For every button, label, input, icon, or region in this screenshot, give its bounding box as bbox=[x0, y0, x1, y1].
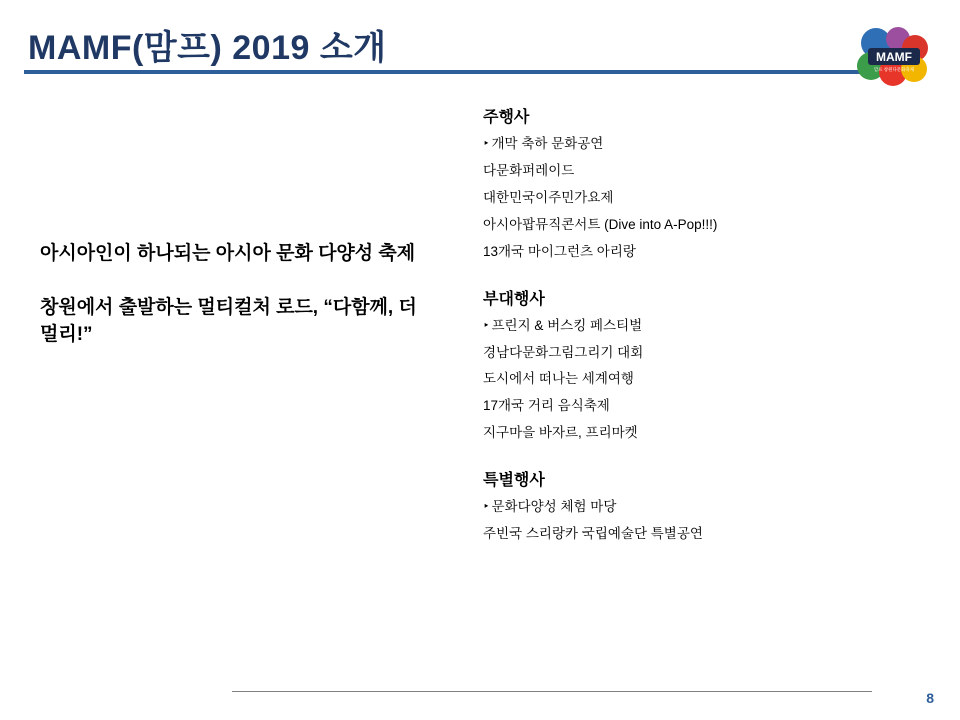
list-item-label: 대한민국이주민가요제 bbox=[483, 189, 614, 205]
left-summary-block bbox=[40, 240, 430, 349]
list-item-label: 13개국 마이그런츠 아리랑 bbox=[483, 243, 636, 259]
list-item bbox=[483, 163, 923, 179]
page-title: MAMF(맘프) 2019 소개 bbox=[28, 29, 387, 67]
program-group-side bbox=[483, 286, 923, 442]
list-item-label: 개막 축하 문화공연 bbox=[491, 136, 604, 151]
list-item-label: 아시아팝뮤직콘서트 (Dive into A-Pop!!!) bbox=[483, 216, 718, 232]
mamf-logo-icon bbox=[854, 26, 932, 88]
list-item bbox=[483, 371, 923, 387]
list-item-label: 주빈국 스리랑카 국립예술단 특별공연 bbox=[483, 526, 703, 542]
program-list bbox=[483, 104, 923, 542]
group-heading: 특별행사 bbox=[483, 472, 545, 490]
list-item-label: 지구마을 바자르, 프리마켓 bbox=[483, 425, 638, 441]
list-item-label: 도시에서 떠나는 세계여행 bbox=[483, 371, 634, 387]
program-group-special bbox=[483, 467, 923, 542]
svg-text:MAMF: MAMF bbox=[876, 50, 912, 64]
bullet-icon: ‣ bbox=[483, 319, 490, 332]
footer-divider bbox=[232, 691, 872, 692]
title-divider bbox=[24, 70, 864, 74]
bullet-icon: ‣ bbox=[483, 138, 490, 150]
list-item-label: 문화다양성 체험 마당 bbox=[491, 499, 617, 515]
list-item bbox=[483, 425, 923, 441]
list-item bbox=[483, 136, 923, 152]
list-item-label: 경남다문화그림그리기 대회 bbox=[483, 344, 644, 360]
list-item bbox=[483, 217, 923, 233]
list-item bbox=[483, 499, 923, 515]
left-paragraph-2: 창원에서 출발하는 멀티컬처 로드, “다함께, 더멀리!” bbox=[40, 296, 417, 346]
group-heading: 주행사 bbox=[483, 109, 530, 126]
list-item bbox=[483, 190, 923, 206]
left-paragraph-1: 아시아인이 하나되는 아시아 문화 다양성 축제 bbox=[40, 243, 416, 264]
list-item bbox=[483, 398, 923, 414]
list-item bbox=[483, 526, 923, 542]
svg-text:맘프 창원다문화축제: 맘프 창원다문화축제 bbox=[873, 67, 915, 72]
page-number: 8 bbox=[926, 690, 934, 706]
list-item-label: 다문화퍼레이드 bbox=[483, 162, 575, 178]
list-item bbox=[483, 318, 923, 334]
list-item bbox=[483, 345, 923, 361]
bullet-icon: ‣ bbox=[483, 501, 490, 514]
group-heading: 부대행사 bbox=[483, 290, 545, 308]
program-group-main bbox=[483, 104, 923, 260]
list-item bbox=[483, 244, 923, 260]
list-item-label: 17개국 거리 음식축제 bbox=[483, 398, 610, 414]
list-item-label: 프린지 & 버스킹 페스티벌 bbox=[491, 317, 643, 333]
